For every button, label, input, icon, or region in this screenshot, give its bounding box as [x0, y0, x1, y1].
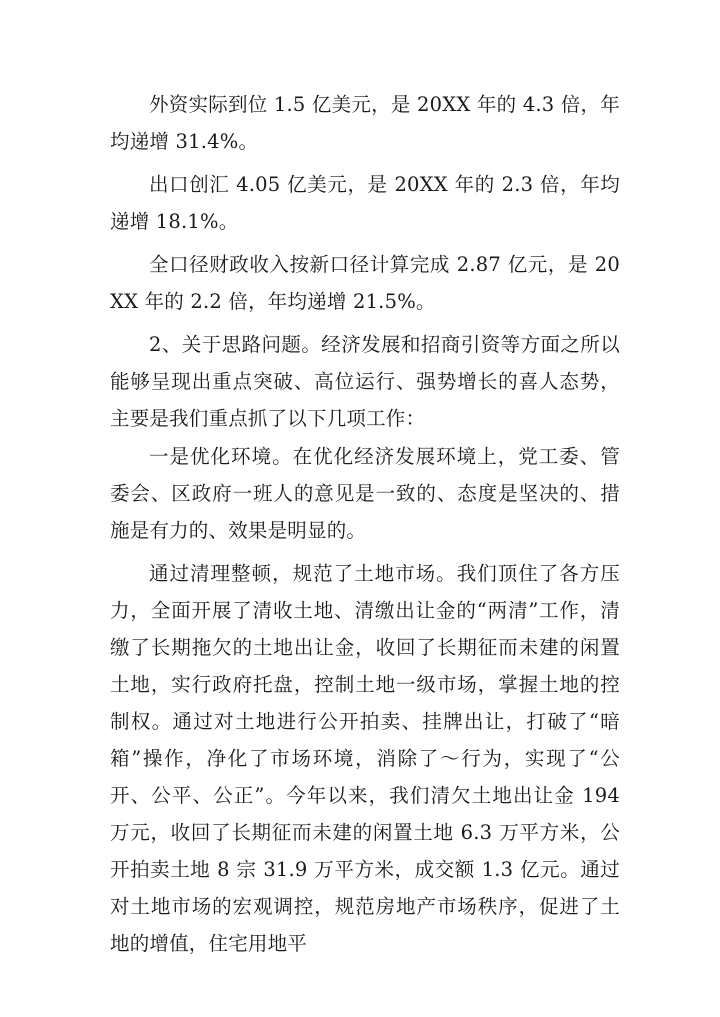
document-body: [110, 86, 620, 968]
paragraph-optimize-environment: 一是优化环境。在优化经济发展环境上，党工委、管委会、区政府一班人的意见是一致的、态度是坚决的、措施是有力的、效果是明显的。: [110, 445, 620, 542]
paragraph-fiscal-revenue: 全口径财政收入按新口径计算完成 2.87 亿元，是 20XX 年的 2.2 倍，年均递增 21.5%。: [110, 253, 620, 313]
paragraph-export-earnings: 出口创汇 4.05 亿美元，是 20XX 年的 2.3 倍，年均递增 18.1%。: [110, 173, 620, 233]
paragraph-approach: 2、关于思路问题。经济发展和招商引资等方面之所以能够呈现出重点突破、高位运行、强势增长的喜人态势，主要是我们重点抓了以下几项工作：: [110, 333, 620, 430]
paragraph-land-market: 通过清理整顿，规范了土地市场。我们顶住了各方压力，全面开展了清收土地、清缴出让金的“两清”工作，清缴了长期拖欠的土地出让金，收回了长期征而未建的闲置土地，实行政府托盘，控制土地一级市场，掌握土地的控制权。通过对土地进行公开拍卖、挂牌出让，打破了“暗箱”操作，净化了市场环境，消除了～行为，实现了“公开、公平、公正”。今年以来，我们清欠土地出让金 194 万元，收回了长期征而未建的闲置土地 6.3 万平方米，公开拍卖土地 8 宗 31.9 万平方米，成交额 1.3 亿元。通过对土地市场的宏观调控，规范房地产市场秩序，促进了土地的增值，住宅用地平: [110, 562, 620, 955]
paragraph-foreign-investment: 外资实际到位 1.5 亿美元，是 20XX 年的 4.3 倍，年均递增 31.4%。: [110, 93, 620, 153]
